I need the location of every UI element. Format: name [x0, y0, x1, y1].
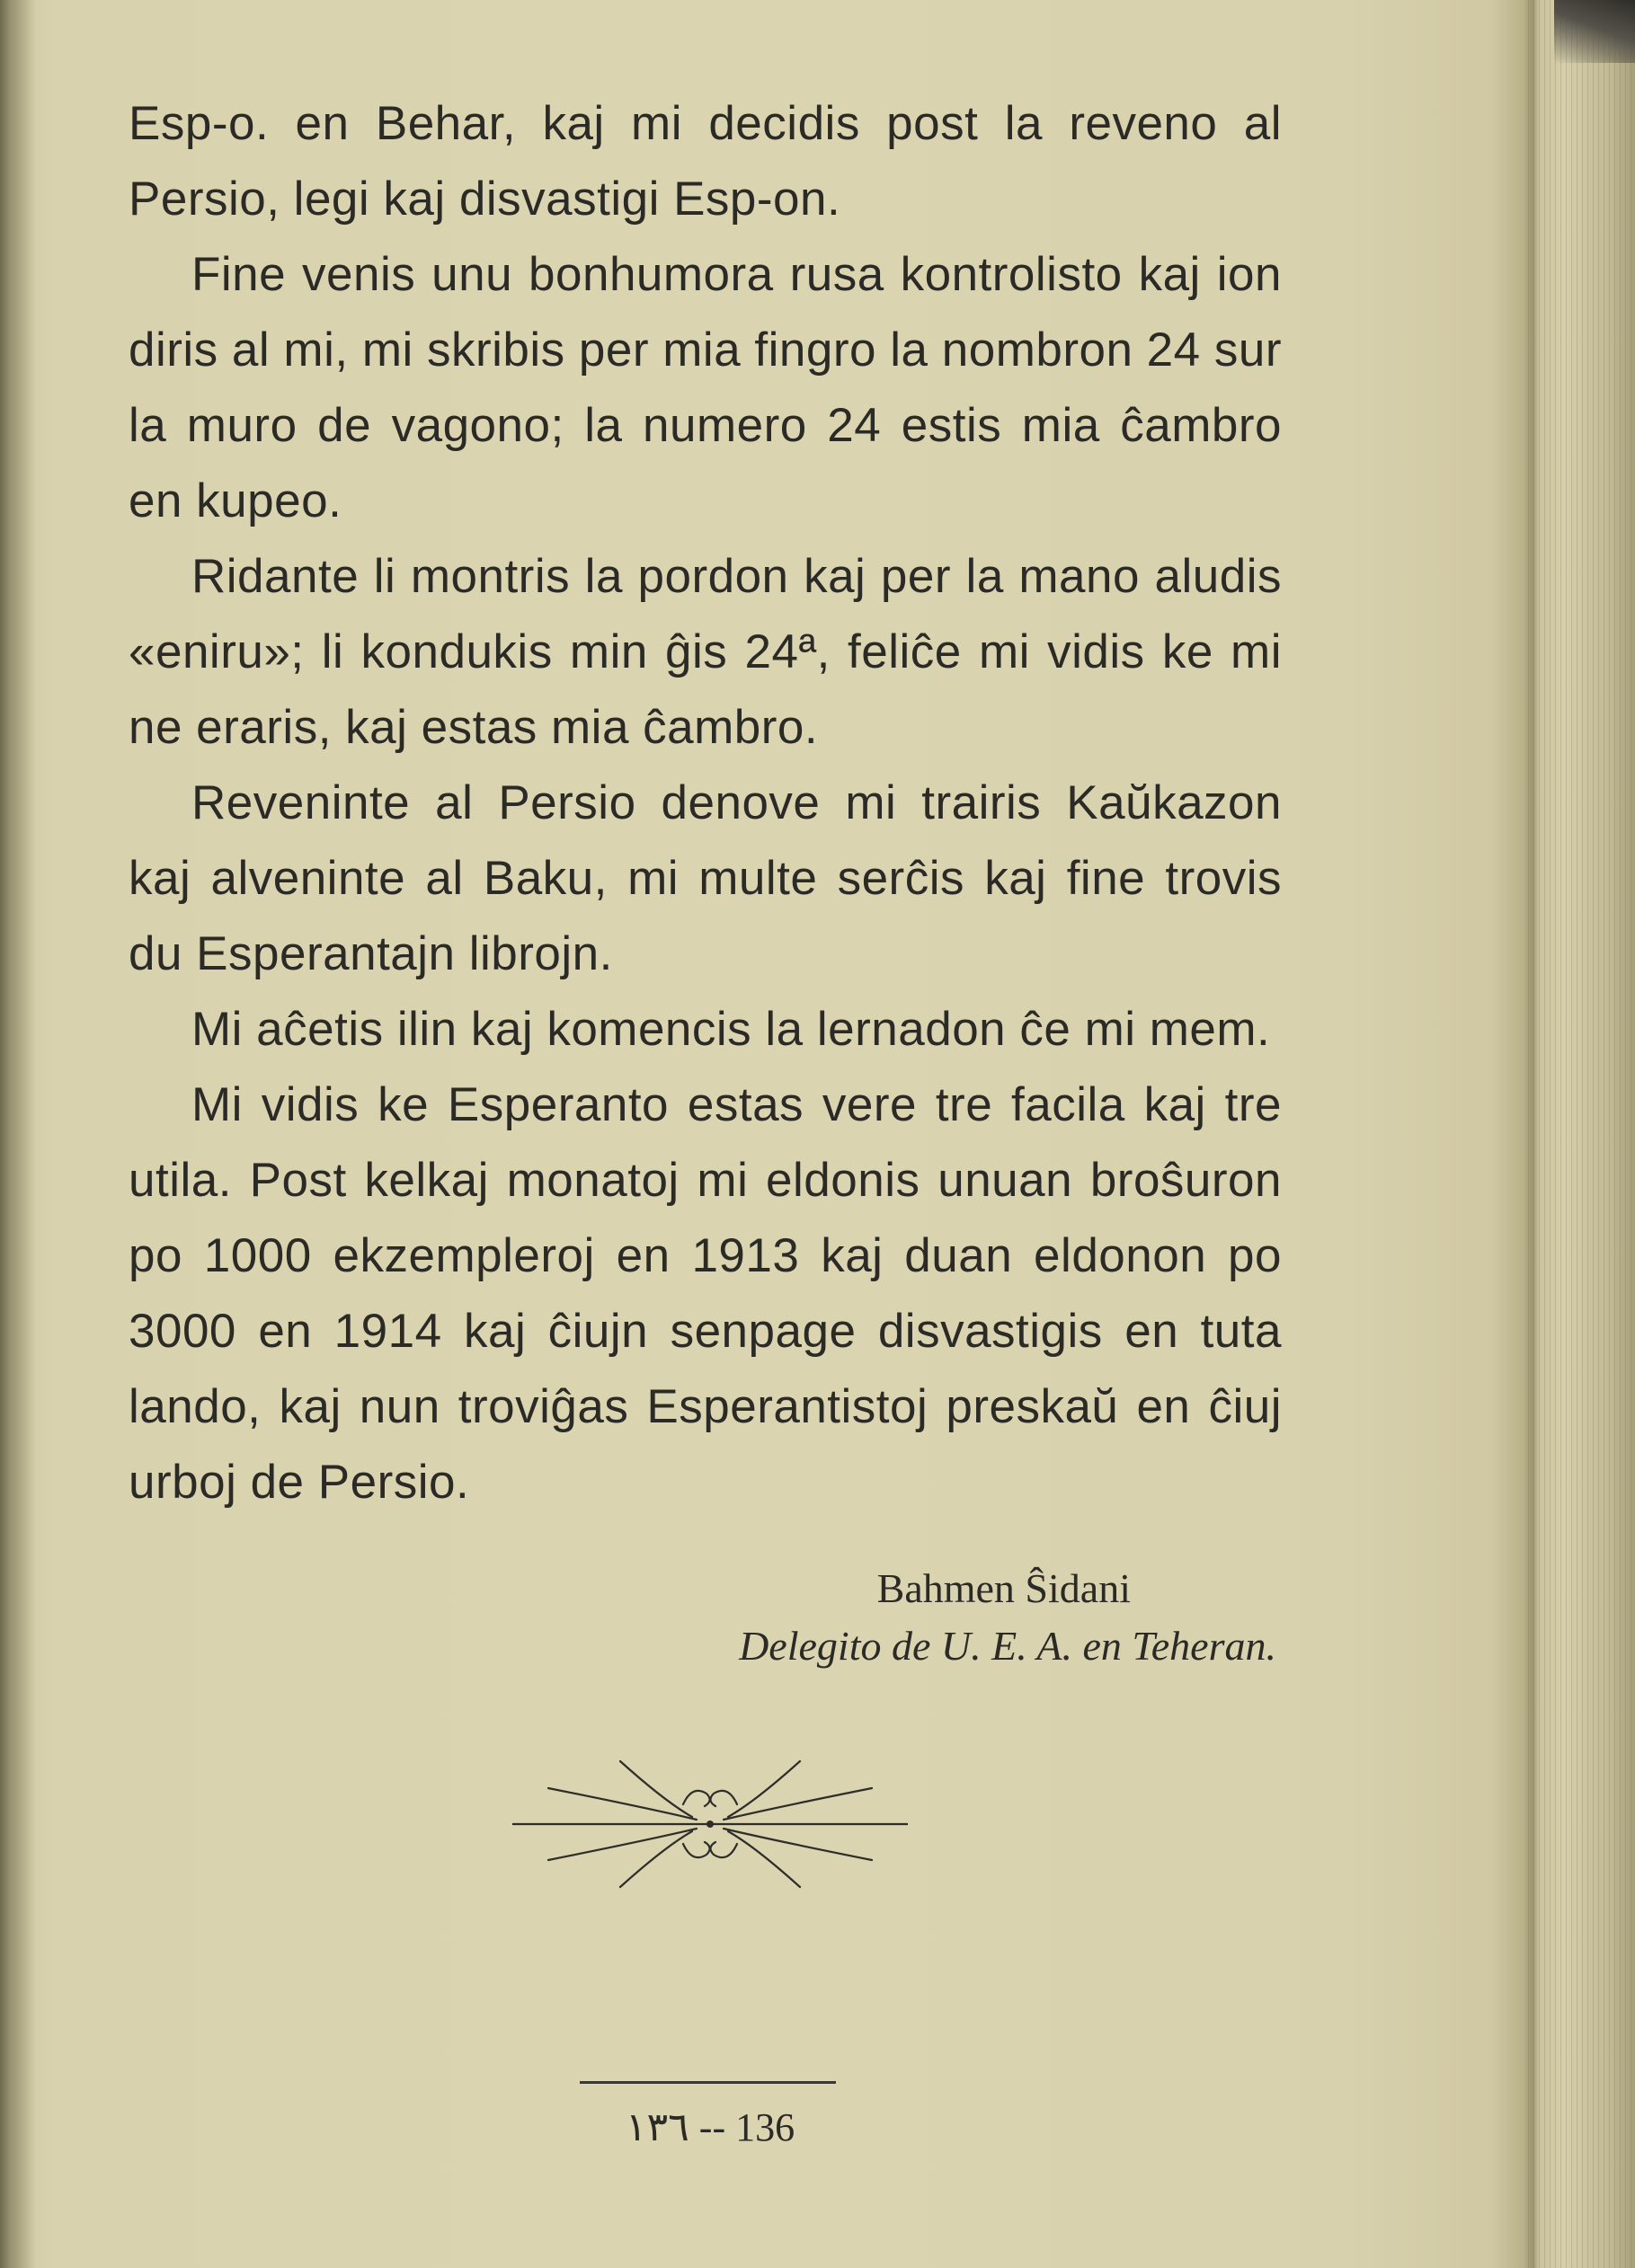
page-number: ١٣٦ -- 136 — [625, 2105, 795, 2149]
paragraph: Fine venis unu bonhumora rusa kontrolisto kaj ion diris al mi, mi skribis per mia fingro la nombron 24 sur la muro de vagono; la numero 24 estis mia ĉambro en kupeo. — [129, 248, 1282, 527]
paragraph: Esp-o. en Behar, kaj mi decidis post la reveno al Persio, legi kaj disvastigi Esp-on. — [129, 97, 1282, 226]
spine-shadow — [0, 0, 36, 2268]
signature-block — [539, 1560, 1276, 1675]
body-text — [129, 86, 1282, 1520]
footer-rule — [580, 2081, 836, 2084]
author-name: Bahmen Ŝidani — [876, 1565, 1131, 1611]
author-role: Delegito de U. E. A. en Teheran. — [739, 1623, 1276, 1669]
decorative-flourish-icon — [512, 1752, 908, 1896]
book-page-edges — [1528, 0, 1635, 2268]
paragraph: Mi aĉetis ilin kaj komencis la lernadon ĉe mi mem. — [191, 1003, 1271, 1056]
paragraph: Reveninte al Persio denove mi trairis Kaŭkazon kaj alveninte al Baku, mi multe serĉis kaj fine trovis du Esperantajn librojn. — [129, 776, 1282, 980]
paragraph: Mi vidis ke Esperanto estas vere tre facila kaj tre utila. Post kelkaj monatoj mi eldonis unuan broŝuron po 1000 ekzempleroj en 1913 kaj duan eldonon po 3000 en 1914 kaj ĉiujn senpage disvastigis en tuta lando, kaj nun troviĝas Esperantistoj preskaŭ en ĉiuj urboj de Persio. — [129, 1078, 1282, 1509]
paragraph: Ridante li montris la pordon kaj per la mano aludis «eniru»; li kondukis min ĝis 24ª, feliĉe mi vidis ke mi ne eraris, kaj estas mia ĉambro. — [129, 550, 1282, 754]
book-cover-corner — [1554, 0, 1635, 63]
